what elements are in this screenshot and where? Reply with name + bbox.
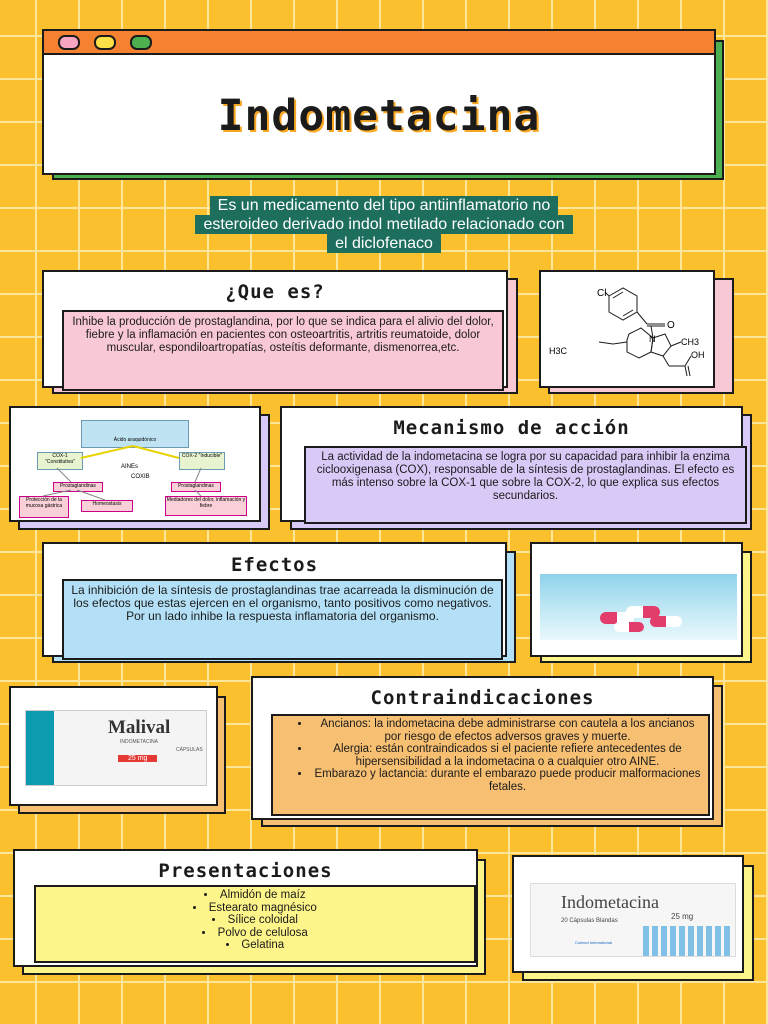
malival-brand: Malival xyxy=(108,717,171,738)
page-title: Indometacina xyxy=(217,91,541,141)
diagram-proteccion: Protección de la mucosa gástrica xyxy=(19,496,69,518)
pill-4 xyxy=(614,622,644,632)
present-item: • Gelatina xyxy=(40,939,470,952)
yellow-dot xyxy=(94,35,116,50)
contra-item-alergia: • Alergia: están contraindicados si el paciente refiere antecedentes de hipersensibilidad a la indometacina o a cualquier otro AINE. xyxy=(311,743,704,768)
title-bar xyxy=(44,31,714,55)
struct-h3c: H3C xyxy=(549,346,568,356)
efectos-heading: Efectos xyxy=(230,554,319,576)
malival-card xyxy=(9,686,218,806)
malival-stripe xyxy=(26,711,54,785)
diagram-top: Ácido araquidónico xyxy=(81,420,189,448)
contra-card xyxy=(251,676,714,820)
title-window xyxy=(42,29,716,175)
green-dot xyxy=(130,35,152,50)
present-item: • Almidón de maíz xyxy=(40,889,470,902)
struct-o: O xyxy=(667,320,675,331)
efectos-card xyxy=(42,542,507,657)
indo-box-maker: Colmed International xyxy=(575,940,612,945)
diagram-aines: AINEs xyxy=(121,464,139,470)
que-es-card xyxy=(42,270,508,388)
malival-caps: CÁPSULAS xyxy=(176,747,203,753)
intro-line-2: esteroideo derivado indol metilado relacionado con xyxy=(195,215,572,234)
present-item: • Estearato magnésico xyxy=(40,902,470,915)
indo-box-photo xyxy=(530,883,736,957)
struct-n: N xyxy=(649,334,656,344)
struct-ch3: CH3 xyxy=(681,337,700,347)
malival-box xyxy=(25,710,207,786)
present-item: • Polvo de celulosa xyxy=(40,927,470,940)
diagram-cox1: COX-1 "Constitutiva" xyxy=(37,452,83,470)
contra-item-embarazo: • Embarazo y lactancia: durante el embarazo puede producir malformaciones fetales. xyxy=(311,768,704,793)
indo-box-caps: 20 Cápsulas Blandas xyxy=(561,918,618,924)
pills-photo xyxy=(540,574,737,640)
mecanismo-card xyxy=(280,406,743,522)
struct-cl: Cl xyxy=(597,288,607,299)
pills-card xyxy=(530,542,743,657)
indo-box-name: Indometacina xyxy=(561,892,659,912)
contra-item-ancianos: • Ancianos: la indometacina debe administrarse con cautela a los ancianos por riesgo de efectos adversos graves y muerte. xyxy=(311,718,704,743)
intro-block xyxy=(60,196,708,256)
present-box xyxy=(34,885,476,963)
intro-line-3: el diclofenaco xyxy=(327,234,441,253)
mecanismo-text: La actividad de la indometacina se logra por su capacidad para inhibir la enzima ciclooxigenasa (COX), responsable de la síntesis de prostaglandinas. El efecto es más intenso sobre la COX-1 que sobre la COX-2, lo que explica sus efectos secundarios. xyxy=(304,446,747,524)
diagram-prosta2: Prostaglandinas xyxy=(171,482,221,492)
indo-box-card xyxy=(512,855,744,973)
que-es-text: Inhibe la producción de prostaglandina, por lo que se indica para el alivio del dolor, fiebre y la inflamación en pacientes con osteoartritis, artritis reumatoide, dolor muscular, espondiloartropatías, osteítis deformante, dismenorrea,etc. xyxy=(62,310,504,391)
pink-dot xyxy=(58,35,80,50)
efectos-text: La inhibición de la síntesis de prostaglandinas trae acarreada la disminución de los efectos que estas ejercen en el organismo, tanto positivos como negativos. Por un lado inhibe la respuesta inflamatoria del organismo. xyxy=(62,579,503,660)
structure-card xyxy=(539,270,715,388)
present-heading: Presentaciones xyxy=(158,860,333,882)
contra-heading: Contraindicaciones xyxy=(370,687,595,709)
malival-dose: 25 mg xyxy=(118,755,157,762)
que-es-heading: ¿Que es? xyxy=(225,281,325,303)
malival-sub: INDOMETACINA xyxy=(120,739,158,745)
diagram-prosta1: Prostaglandinas xyxy=(53,482,103,492)
present-card xyxy=(13,849,478,967)
diagram-card xyxy=(9,406,261,522)
intro-line-1: Es un medicamento del tipo antiinflamatorio no xyxy=(210,196,559,215)
struct-oh: OH xyxy=(691,350,705,360)
diagram-homeostasis: Homeostasis xyxy=(81,500,133,512)
diagram-mediadores: Mediadores del dolor, inflamación y fiebre xyxy=(165,496,247,516)
diagram-cox2: COX-2 "Inducible" xyxy=(179,452,225,470)
diagram-coxib: COXIB xyxy=(131,474,150,480)
present-item: • Sílice coloidal xyxy=(40,914,470,927)
pill-3 xyxy=(650,616,682,627)
indometacin-structure xyxy=(541,272,713,386)
contra-box xyxy=(271,714,710,816)
mecanismo-heading: Mecanismo de acción xyxy=(393,417,630,439)
indo-box-pattern xyxy=(643,926,733,956)
indo-box-dose: 25 mg xyxy=(671,912,694,921)
